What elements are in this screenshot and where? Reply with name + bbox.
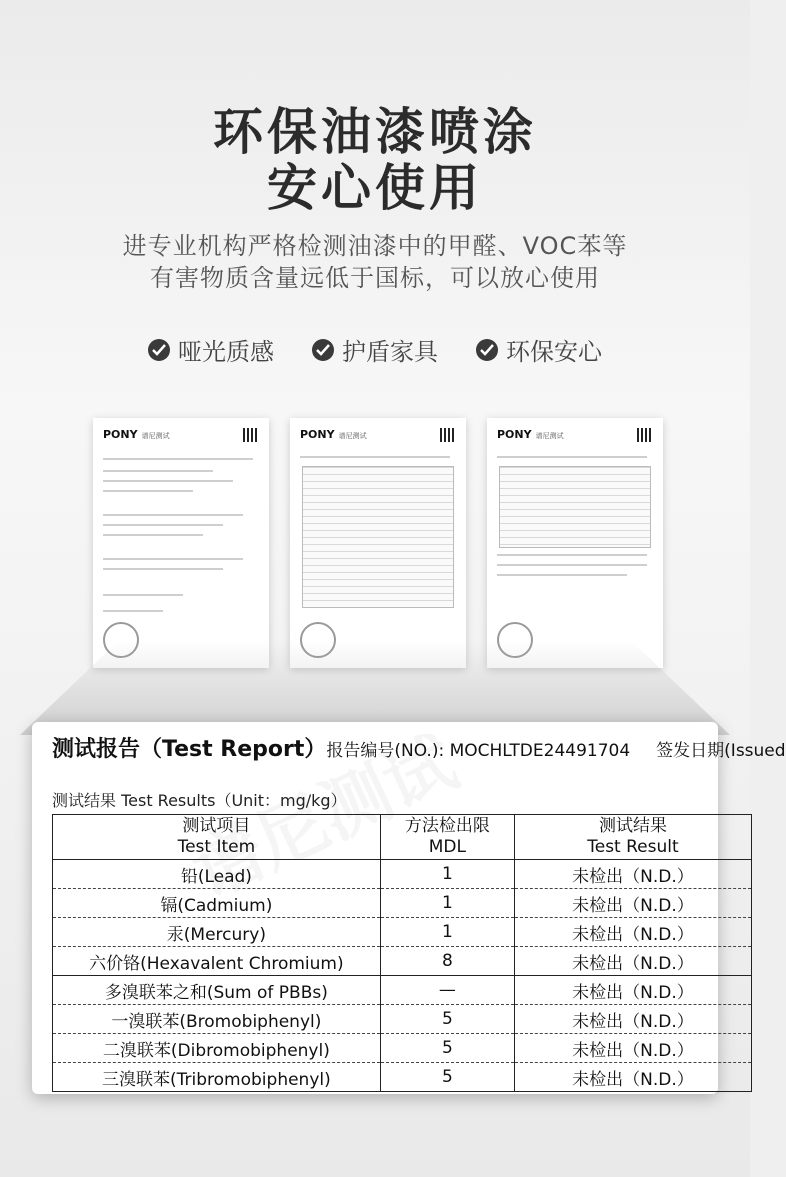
cell-result: 未检出（N.D.） — [514, 1005, 751, 1034]
thumbnail-table — [302, 466, 454, 608]
cell-item: 镉(Cadmium) — [53, 889, 381, 918]
cell-item: 汞(Mercury) — [53, 918, 381, 947]
table-row — [53, 889, 752, 918]
table-row — [53, 947, 752, 976]
report-zoom-panel — [32, 722, 786, 1094]
cell-result: 未检出（N.D.） — [514, 918, 751, 947]
table-row — [53, 1005, 752, 1034]
cell-mdl: 5 — [380, 1005, 514, 1034]
feature-item — [312, 332, 438, 367]
subtitle-line-2: 有害物质含量远低于国标，可以放心使用 — [150, 264, 600, 292]
brand-logo: PONY 谱尼测试 — [103, 428, 170, 441]
cell-result: 未检出（N.D.） — [514, 1063, 751, 1092]
cell-result: 未检出（N.D.） — [514, 976, 751, 1005]
report-thumbnail-3 — [487, 418, 663, 668]
table-row — [53, 918, 752, 947]
feature-label: 护盾家具 — [342, 338, 438, 366]
report-title: 测试报告（Test Report） — [52, 737, 327, 762]
cell-mdl: 8 — [380, 947, 514, 976]
cell-mdl: 5 — [380, 1034, 514, 1063]
cell-result: 未检出（N.D.） — [514, 860, 751, 889]
cell-item: 一溴联苯(Bromobiphenyl) — [53, 1005, 381, 1034]
cell-item: 二溴联苯(Dibromobiphenyl) — [53, 1034, 381, 1063]
cell-result: 未检出（N.D.） — [514, 1034, 751, 1063]
qr-code-icon — [637, 428, 651, 442]
qr-code-icon — [243, 428, 257, 442]
subtitle-line-1: 进专业机构严格检测油漆中的甲醛、VOC苯等 — [122, 232, 628, 260]
report-issued-date: 签发日期(Issued — [656, 741, 786, 761]
header-test-result: 测试结果 Test Result — [514, 815, 751, 860]
feature-label: 哑光质感 — [178, 338, 274, 366]
header-test-item: 测试项目 Test Item — [53, 815, 381, 860]
cell-mdl: 1 — [380, 889, 514, 918]
cell-result: 未检出（N.D.） — [514, 947, 751, 976]
report-thumbnails — [0, 418, 750, 668]
thumbnail-table — [499, 466, 651, 548]
cell-mdl: 1 — [380, 860, 514, 889]
headline-line-1: 环保油漆喷涂 — [213, 103, 537, 161]
magnify-beam — [20, 640, 730, 735]
brand-logo: PONY 谱尼测试 — [300, 428, 367, 441]
cell-mdl: 5 — [380, 1063, 514, 1092]
feature-label: 环保安心 — [506, 338, 602, 366]
feature-item — [476, 332, 602, 367]
feature-list — [0, 332, 750, 367]
table-row — [53, 1063, 752, 1092]
table-row — [53, 1034, 752, 1063]
table-row — [53, 860, 752, 889]
cell-mdl: — — [380, 976, 514, 1005]
brand-logo: PONY 谱尼测试 — [497, 428, 564, 441]
check-circle-icon — [312, 339, 334, 361]
cell-mdl: 1 — [380, 918, 514, 947]
cell-item: 三溴联苯(Tribromobiphenyl) — [53, 1063, 381, 1092]
headline-line-2: 安心使用 — [267, 159, 483, 217]
report-thumbnail-2 — [290, 418, 466, 668]
table-row — [53, 976, 752, 1005]
report-header — [52, 732, 786, 763]
cell-item: 铅(Lead) — [53, 860, 381, 889]
cell-item: 多溴联苯之和(Sum of PBBs) — [53, 976, 381, 1005]
feature-item — [148, 332, 274, 367]
header-mdl: 方法检出限 MDL — [380, 815, 514, 860]
results-table — [52, 814, 752, 1092]
check-circle-icon — [476, 339, 498, 361]
check-circle-icon — [148, 339, 170, 361]
table-header-row — [53, 815, 752, 860]
qr-code-icon — [440, 428, 454, 442]
results-caption: 测试结果 Test Results（Unit：mg/kg） — [52, 791, 347, 810]
report-number: 报告编号(NO.): MOCHLTDE24491704 — [326, 741, 631, 761]
report-thumbnail-1 — [93, 418, 269, 668]
cell-result: 未检出（N.D.） — [514, 889, 751, 918]
cell-item: 六价铬(Hexavalent Chromium) — [53, 947, 381, 976]
